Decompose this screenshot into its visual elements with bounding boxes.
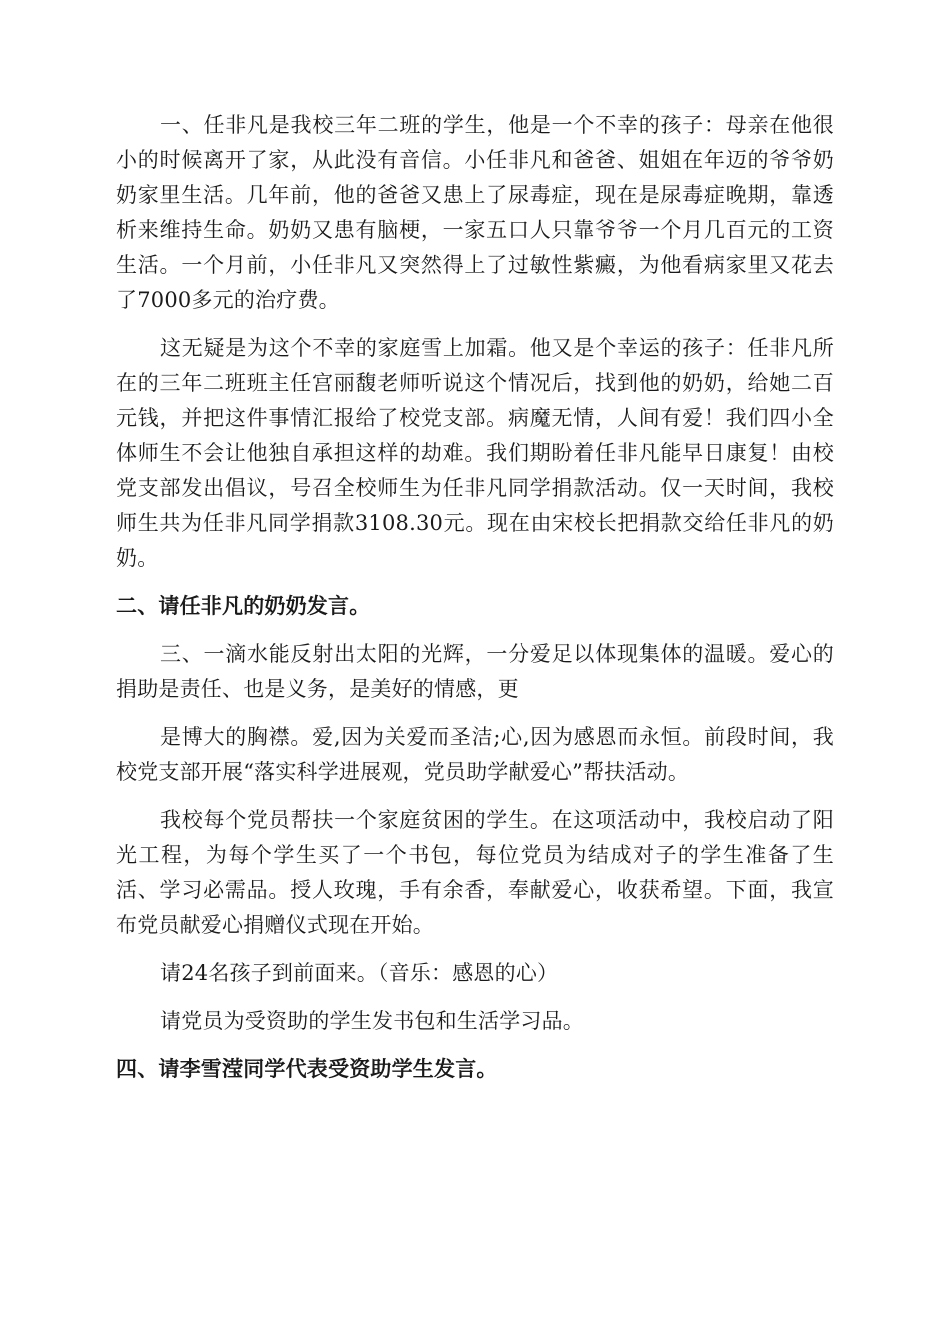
paragraph-distribute-bags: 请党员为受资助的学生发书包和生活学习品。: [160, 1009, 584, 1033]
paragraph-broad-heart: 是博大的胸襟。爱,因为关爱而圣洁;心,因为感恩而永恒。前段时间，我校党支部开展“落实科学进展观，党员助学献爱心”帮扶活动。: [116, 725, 834, 784]
heading-section-four: 四、请李雪滢同学代表受资助学生发言。: [116, 1057, 498, 1081]
paragraph-section-three: 三、一滴水能反射出太阳的光辉，一分爱足以体现集体的温暖。爱心的捐助是责任、也是义务，是美好的情感，更: [116, 642, 834, 701]
paragraph-children-forward: 请24名孩子到前面来。（音乐：感恩的心）: [160, 961, 559, 985]
heading-section-two: 二、请任非凡的奶奶发言。: [116, 594, 371, 618]
document-body: [116, 108, 834, 1100]
paragraph-section-one: 一、任非凡是我校三年二班的学生，他是一个不幸的孩子：母亲在他很小的时候离开了家，从此没有音信。小任非凡和爸爸、姐姐在年迈的爷爷奶奶家里生活。几年前，他的爸爸又患上了尿毒症，现在是尿毒症晚期，靠透析来维持生命。奶奶又患有脑梗，一家五口人只靠爷爷一个月几百元的工资生活。一个月前，小任非凡又突然得上了过敏性紫癜，为他看病家里又花去了7000多元的治疗费。: [116, 113, 834, 312]
paragraph-party-members: 我校每个党员帮扶一个家庭贫困的学生。在这项活动中，我校启动了阳光工程，为每个学生买了一个书包，每位党员为结成对子的学生准备了生活、学习必需品。授人玫瑰，手有余香，奉献爱心，收获希望。下面，我宣布党员献爱心捐赠仪式现在开始。: [116, 808, 834, 937]
paragraph-fortunate-child: 这无疑是为这个不幸的家庭雪上加霜。他又是个幸运的孩子：任非凡所在的三年二班班主任宫丽馥老师听说这个情况后，找到他的奶奶，给她二百元钱，并把这件事情汇报给了校党支部。病魔无情，人间有爱！我们四小全体师生不会让他独自承担这样的劫难。我们期盼着任非凡能早日康复！由校党支部发出倡议，号召全校师生为任非凡同学捐款活动。仅一天时间，我校师生共为任非凡同学捐款3108.30元。现在由宋校长把捐款交给任非凡的奶奶。: [116, 336, 834, 570]
